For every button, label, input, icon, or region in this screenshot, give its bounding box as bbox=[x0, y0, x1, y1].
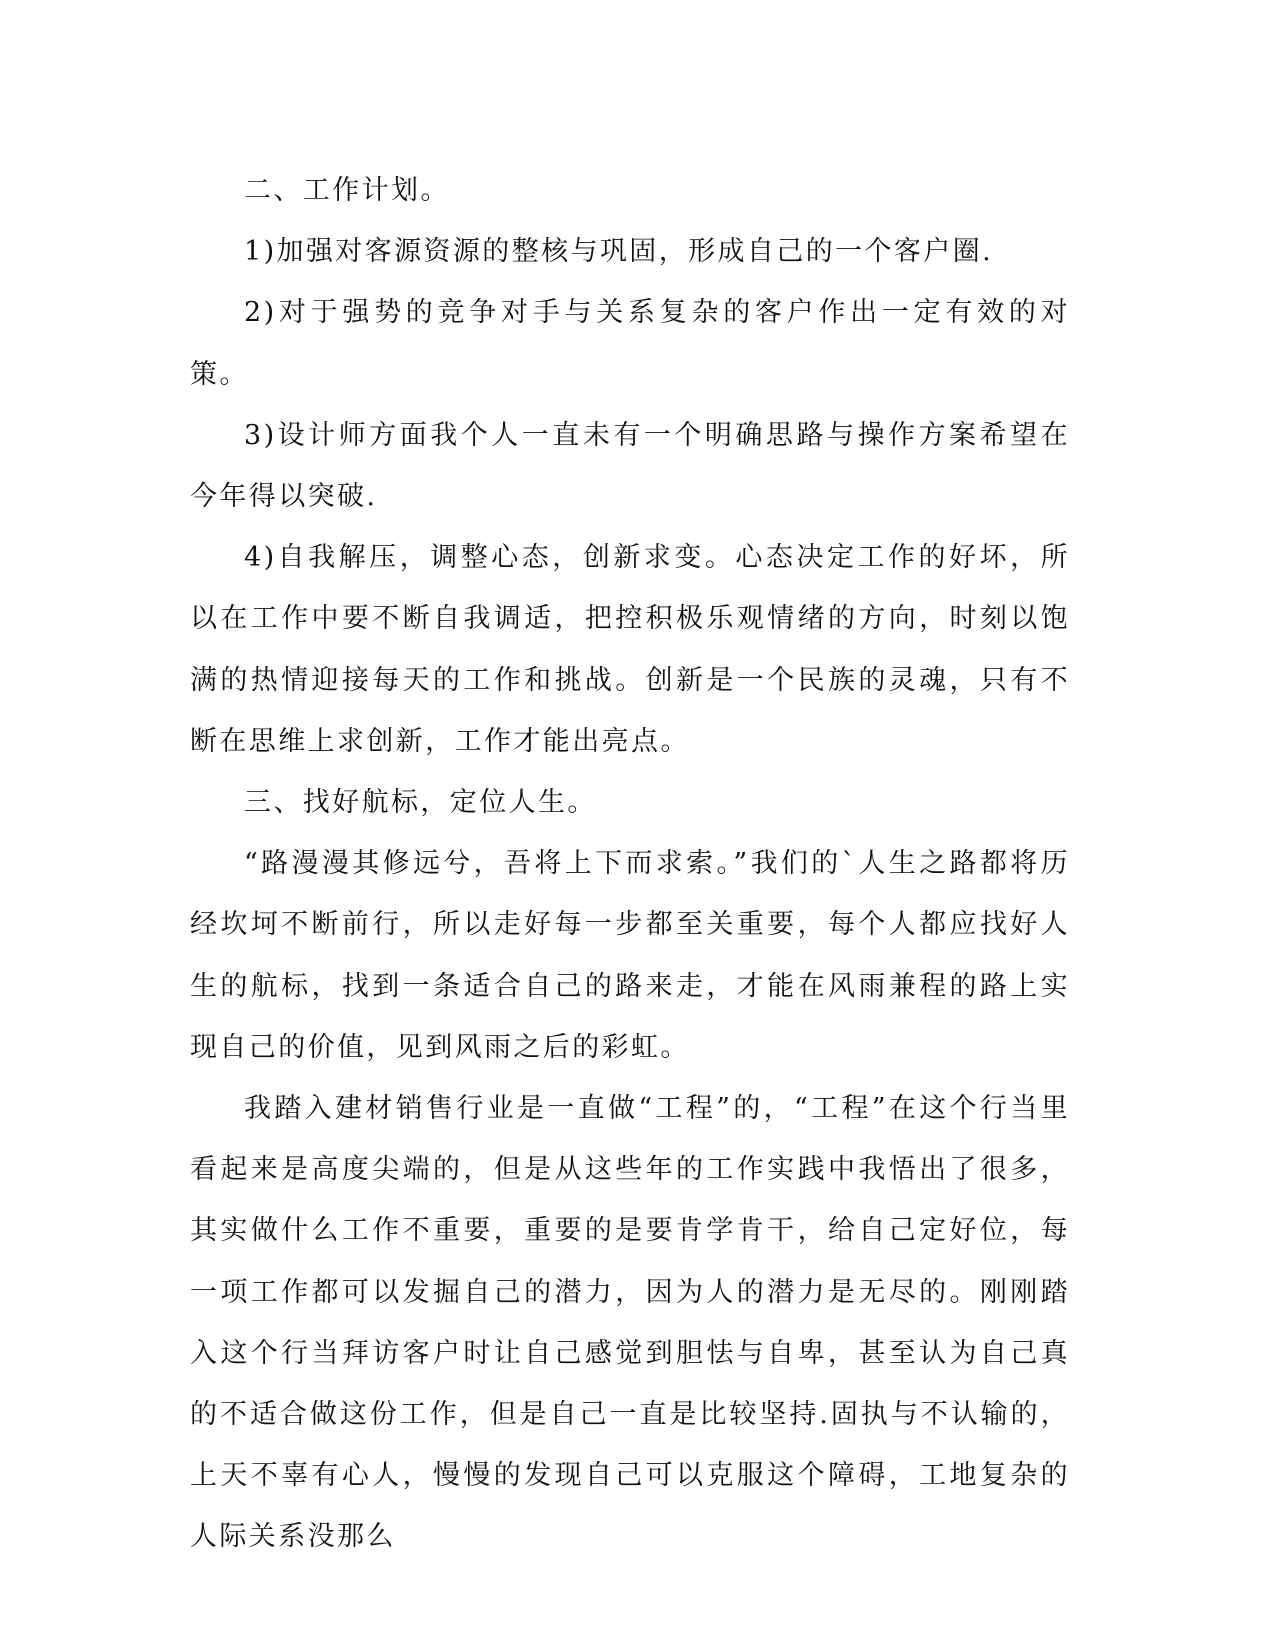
body-paragraph-quote: “路漫漫其修远兮，吾将上下而求索。”我们的`人生之路都将历经坎坷不断前行，所以走好每一步都至关重要，每个人都应找好人生的航标，找到一条适合自己的路来走，才能在风雨兼程的路上实现自己的价值，见到风雨之后的彩虹。 bbox=[190, 848, 1070, 1063]
plan-item-3: 3)设计师方面我个人一直未有一个明确思路与操作方案希望在今年得以突破. bbox=[190, 419, 1070, 513]
section-heading-work-plan: 二、工作计划。 bbox=[244, 175, 450, 206]
section-heading-life-beacon: 三、找好航标，定位人生。 bbox=[244, 787, 597, 819]
document-body bbox=[190, 160, 1070, 1568]
plan-item-1: 1)加强对客源资源的整核与巩固，形成自己的一个客户圈. bbox=[244, 236, 994, 268]
plan-item-4: 4)自我解压，调整心态，创新求变。心态决定工作的好坏，所以在工作中要不断自我调适，把控积极乐观情绪的方向，时刻以饱满的热情迎接每天的工作和挑战。创新是一个民族的灵魂，只有不断在思维上求创新，工作才能出亮点。 bbox=[190, 542, 1070, 757]
body-paragraph-career: 我踏入建材销售行业是一直做“工程”的，“工程”在这个行当里看起来是高度尖端的，但是从这些年的工作实践中我悟出了很多，其实做什么工作不重要，重要的是要肯学肯干，给自己定好位，每一项工作都可以发掘自己的潜力，因为人的潜力是无尽的。刚刚踏入这个行当拜访客户时让自己感觉到胆怯与自卑，甚至认为自己真的不适合做这份工作，但是自己一直是比较坚持.固执与不认输的，上天不辜有心人，慢慢的发现自己可以克服这个障碍，工地复杂的人际关系没那么 bbox=[190, 1093, 1070, 1553]
plan-item-2: 2)对于强势的竞争对手与关系复杂的客户作出一定有效的对策。 bbox=[190, 297, 1070, 390]
